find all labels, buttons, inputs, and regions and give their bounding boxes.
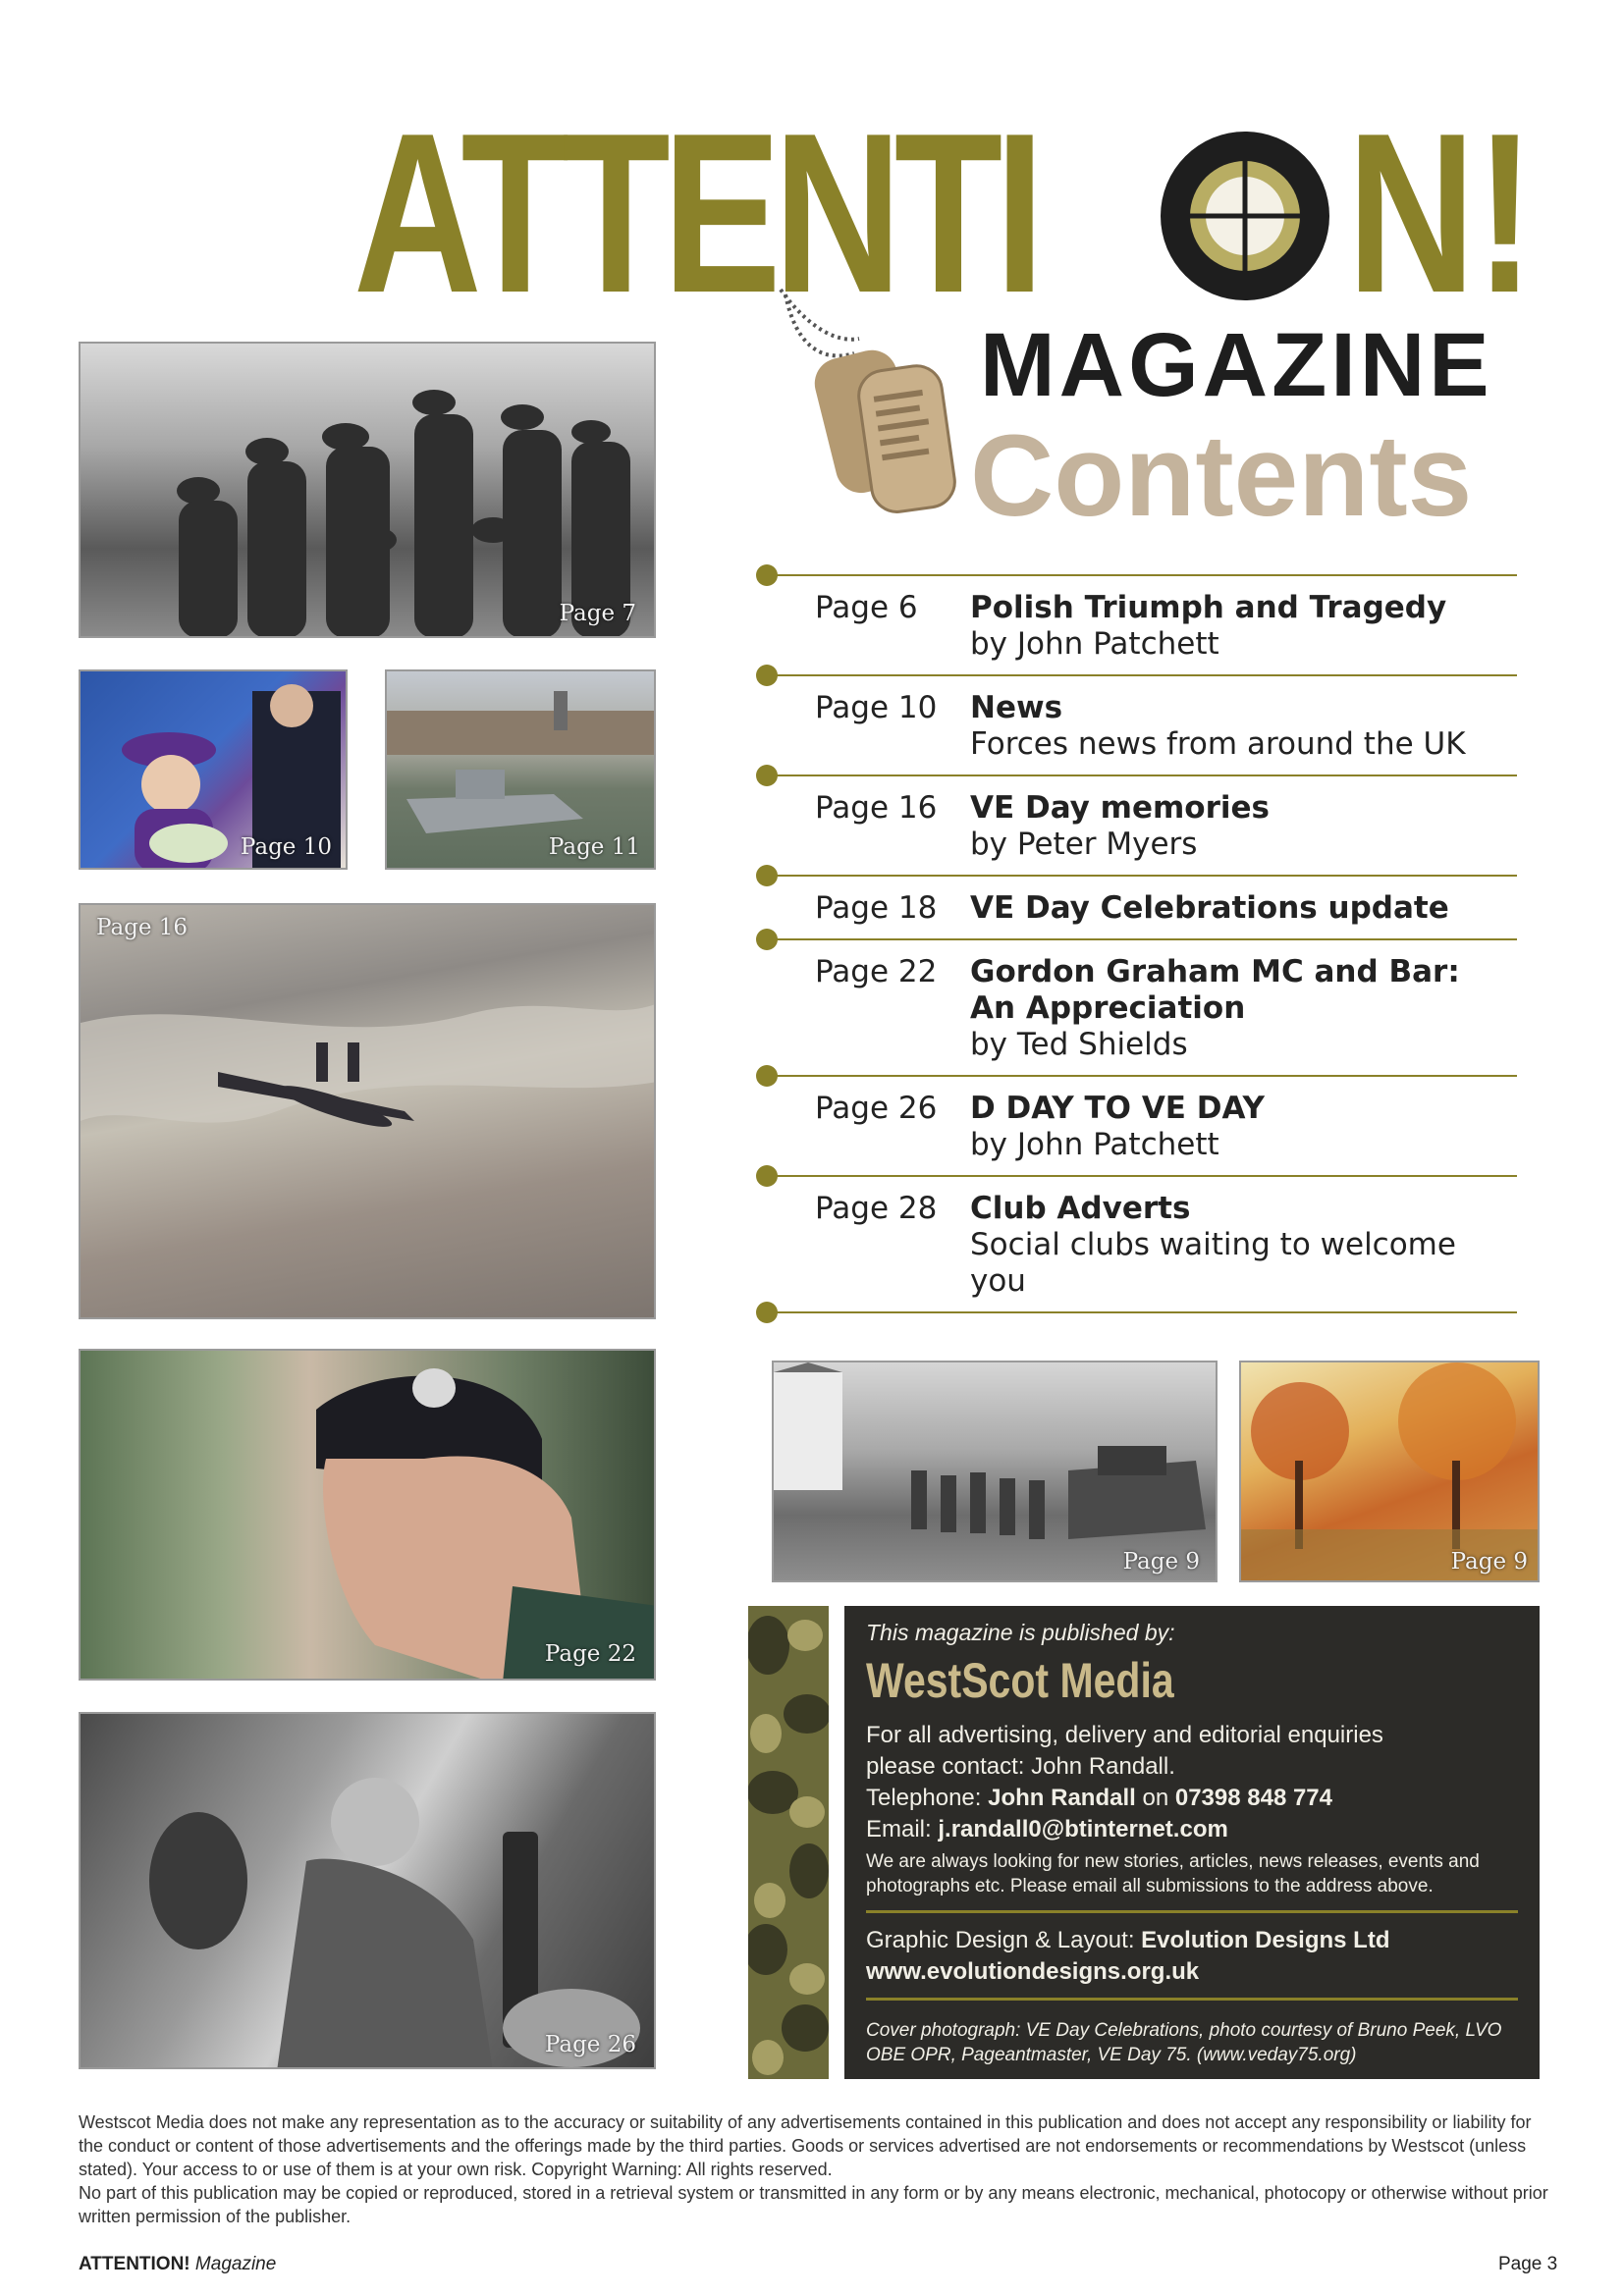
- photo-bomber: [79, 903, 656, 1319]
- photo-autumn-painting: [1239, 1361, 1540, 1582]
- enquiry-contact: please contact: John Randall.: [866, 1753, 1175, 1780]
- photo-warship: [385, 669, 656, 870]
- toc-subtitle: by John Patchett: [970, 1127, 1219, 1162]
- toc-page-number: Page 6: [815, 590, 918, 625]
- toc-entry[interactable]: [766, 1077, 1517, 1175]
- disclaimer: [79, 2110, 1551, 2228]
- toc-divider: [766, 1075, 1517, 1077]
- footer-page-number: Page 3: [1498, 2254, 1558, 2274]
- telephone-on: on: [1142, 1785, 1169, 1811]
- photo-caption: Page 11: [548, 834, 640, 860]
- camouflage-strip: [748, 1606, 829, 2079]
- photo-caption: Page 9: [1450, 1549, 1528, 1575]
- masthead-subtitle: MAGAZINE: [980, 315, 1493, 415]
- crosshair-o-icon: [1157, 128, 1333, 304]
- toc-title: Gordon Graham MC and Bar:: [970, 954, 1460, 989]
- photo-caption: Page 22: [544, 1641, 636, 1667]
- footer-mag-italic: Magazine: [194, 2254, 277, 2274]
- photo-veteran: [79, 1349, 656, 1681]
- enquiry-text: For all advertising, delivery and editorial enquiries: [866, 1722, 1383, 1748]
- contents-heading: Contents: [970, 411, 1473, 541]
- publisher-intro: This magazine is published by:: [866, 1620, 1175, 1645]
- dog-tags-icon: [766, 285, 982, 540]
- toc-title: VE Day memories: [970, 790, 1270, 826]
- disclaimer-text: Westscot Media does not make any representation as to the accuracy or suitability of any advertisements contained in this publication and does not accept any responsibility or liability for the conduct or content of those advertisements and the offerings made by the third parties. Goods or services advertised are not endorsements or recommendations by Westscot (unless stated). Your access to or use of them is at your own risk. Copyright Warning: All rights reserved.: [79, 2112, 1532, 2179]
- photo-soldiers: [79, 342, 656, 638]
- email-label: Email:: [866, 1816, 932, 1842]
- email-line: [866, 1814, 1518, 1845]
- design-url-link[interactable]: www.evolutiondesigns.org.uk: [866, 1958, 1200, 1985]
- toc-subtitle: by Peter Myers: [970, 827, 1198, 862]
- toc-entry[interactable]: [766, 1177, 1517, 1311]
- toc-entry[interactable]: [766, 676, 1517, 774]
- telephone-name: John Randall: [988, 1785, 1136, 1811]
- publisher-brand: WestScot Media: [866, 1653, 1174, 1708]
- toc-title: News: [970, 690, 1063, 725]
- toc-divider: [766, 875, 1517, 877]
- masthead-title-end: N!: [1347, 86, 1535, 341]
- toc-subtitle: Forces news from around the UK: [970, 726, 1466, 762]
- design-company: Evolution Designs Ltd: [1141, 1927, 1390, 1953]
- photo-caption: Page 7: [559, 601, 636, 626]
- submission-note: We are always looking for new stories, articles, news releases, events and photographs etc. Please email all submissions to the address above.: [866, 1851, 1480, 1896]
- toc-subtitle: by John Patchett: [970, 626, 1219, 662]
- telephone-number[interactable]: 07398 848 774: [1174, 1785, 1333, 1811]
- toc-title: Club Adverts: [970, 1191, 1191, 1226]
- toc-entry[interactable]: [766, 877, 1517, 938]
- toc-entry[interactable]: [766, 940, 1517, 1075]
- toc-subtitle: Social clubs waiting to welcome you: [970, 1227, 1456, 1299]
- toc-page-number: Page 28: [815, 1191, 938, 1226]
- toc-divider: [766, 574, 1517, 576]
- photo-caption: Page 9: [1122, 1549, 1200, 1575]
- footer-mag-bold: ATTENTION!: [79, 2254, 190, 2274]
- toc-page-number: Page 22: [815, 954, 938, 989]
- email-link[interactable]: j.randall0@btinternet.com: [938, 1816, 1228, 1842]
- toc-divider: [766, 938, 1517, 940]
- footer-magazine-name: [79, 2254, 276, 2275]
- contents-list: [766, 574, 1517, 1313]
- divider: [866, 1910, 1518, 1913]
- toc-title: D DAY TO VE DAY: [970, 1091, 1265, 1126]
- toc-title-continued: An Appreciation: [970, 990, 1246, 1026]
- photo-troops-tank: [772, 1361, 1218, 1582]
- divider: [866, 1998, 1518, 2001]
- toc-entry[interactable]: [766, 776, 1517, 875]
- toc-page-number: Page 26: [815, 1091, 938, 1126]
- toc-entry[interactable]: [766, 576, 1517, 674]
- toc-page-number: Page 18: [815, 890, 938, 926]
- toc-divider: [766, 674, 1517, 676]
- telephone-line: [866, 1783, 1518, 1814]
- toc-subtitle: by Ted Shields: [970, 1027, 1188, 1062]
- toc-page-number: Page 10: [815, 690, 938, 725]
- copyright-text: No part of this publication may be copied or reproduced, stored in a retrieval system or transmitted in any form or by any means electronic, mechanical, photocopy or otherwise without prior written permission of the publisher.: [79, 2183, 1548, 2226]
- photo-caption: Page 26: [544, 2032, 636, 2057]
- toc-divider: [766, 1311, 1517, 1313]
- publisher-box: [844, 1606, 1540, 2079]
- toc-divider: [766, 1175, 1517, 1177]
- toc-title: Polish Triumph and Tragedy: [970, 590, 1447, 625]
- photo-caption: Page 16: [96, 915, 189, 940]
- telephone-label: Telephone:: [866, 1785, 982, 1811]
- photo-mortar: [79, 1712, 656, 2069]
- cover-credit: Cover photograph: VE Day Celebrations, photo courtesy of Bruno Peek, LVO OBE OPR, Pageantmaster, VE Day 75. (www.veday75.org): [866, 2020, 1502, 2065]
- photo-queen: [79, 669, 348, 870]
- toc-divider: [766, 774, 1517, 776]
- toc-title: VE Day Celebrations update: [970, 890, 1449, 926]
- design-credit: [866, 1925, 1518, 1956]
- design-label: Graphic Design & Layout:: [866, 1927, 1135, 1953]
- masthead-title: ATTENTI: [353, 86, 1037, 341]
- toc-page-number: Page 16: [815, 790, 938, 826]
- photo-caption: Page 10: [240, 834, 332, 860]
